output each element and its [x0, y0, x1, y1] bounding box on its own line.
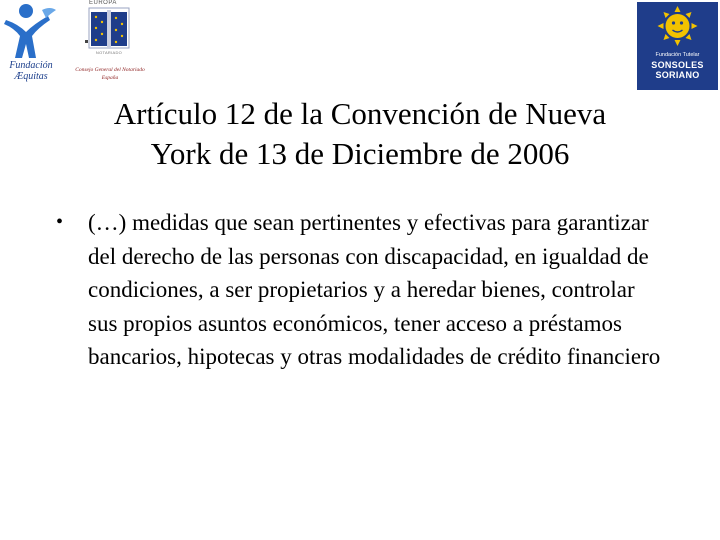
notariado-top-text: EUROPA [89, 0, 117, 6]
slide-title-line1: Artículo 12 de la Convención de Nueva [113, 96, 607, 131]
bullet-text: (…) medidas que sean pertinentes y efectivas para garantizar del derecho de las personas con discapacidad, en igualdad de condiciones, a ser propietarios y a heredar bienes, controlar sus propios asuntos económicos, tener acceso a préstamos bancarios, hipotecas y otras modalidades de crédito financiero [88, 210, 661, 369]
bullet-item [56, 206, 666, 374]
slide-title-line2: York de 13 de Diciembre de 2006 [150, 136, 570, 171]
slide-title [50, 94, 670, 174]
aequitas-line1: Fundación [9, 60, 53, 71]
sun-face-icon [637, 2, 718, 52]
notariado-caption-line2: España [101, 75, 119, 81]
sonsoles-name-line2: SORIANO [655, 70, 700, 80]
eu-notary-emblem-icon [63, 0, 157, 66]
aequitas-figure-icon [2, 2, 60, 60]
sonsoles-name-line1: SONSOLES [651, 60, 704, 70]
sonsoles-soriano-logo [637, 2, 718, 90]
aequitas-wordmark [2, 60, 60, 82]
aequitas-logo [2, 2, 60, 90]
sonsoles-wordmark [637, 60, 718, 80]
aequitas-line2: Æquitas [14, 71, 48, 82]
notariado-mid-text: NOTARIADO [95, 50, 123, 55]
notariado-caption [63, 66, 157, 82]
bullet-list [56, 206, 666, 374]
notariado-logo [63, 0, 157, 86]
notariado-caption-line1: Consejo General del Notariado [75, 67, 145, 73]
bullet-icon: • [56, 211, 64, 233]
sonsoles-small-text: Fundación Tutelar [655, 52, 700, 58]
